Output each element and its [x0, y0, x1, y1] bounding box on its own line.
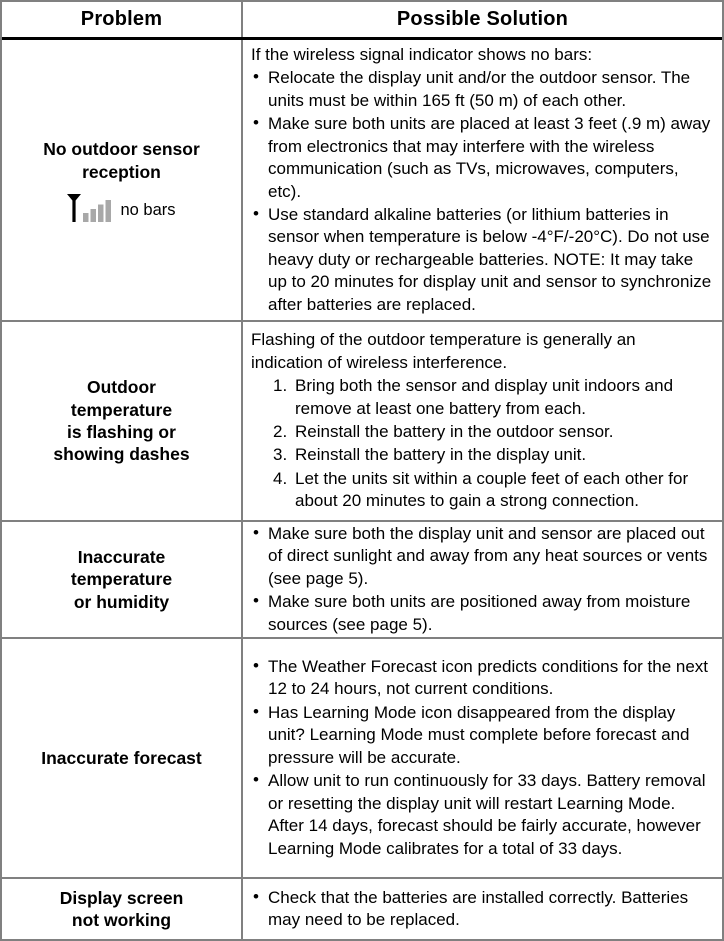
- step-text: Bring both the sensor and display unit indoors and remove at least one battery from each.: [295, 376, 674, 418]
- problem-cell-display-screen-not-working: [2, 879, 243, 939]
- solution-cell-inaccurate-forecast: [243, 639, 722, 877]
- list-item: • Has Learning Mode icon disappeared from the display unit? Learning Mode must complete before forecast and pressure will be accurate.: [251, 702, 712, 769]
- problem-label-line: Inaccurate forecast: [41, 747, 202, 768]
- problem-cell-outdoor-temperature-flashing: [2, 322, 243, 520]
- step-text: Reinstall the battery in the display unit.: [295, 445, 587, 465]
- list-item: • Make sure both units are positioned away from moisture sources (see page 5).: [251, 591, 712, 636]
- problem-label: [60, 887, 184, 932]
- problem-label: [41, 747, 202, 769]
- list-item: [273, 468, 712, 513]
- header-label-solution: Possible Solution: [396, 8, 569, 30]
- list-item: [273, 375, 712, 420]
- problem-label-line: temperature: [70, 569, 173, 590]
- solution-bullet-list: [251, 523, 712, 637]
- solution-bullet-list: [251, 887, 712, 933]
- list-item: • Check that the batteries are installed correctly. Batteries may need to be replaced.: [251, 887, 712, 932]
- list-item: • Make sure both units are placed at least 3 feet (.9 m) away from electronics that may interfere with the wireless communication (such as TVs, microwaves, computers, etc).: [251, 113, 712, 203]
- list-item: • Allow unit to run continuously for 33 days. Battery removal or resetting the display unit will restart Learning Mode. After 14 days, forecast should be fairly accurate, however Learning Mode calibrates for a total of 33 days.: [251, 770, 712, 860]
- step-text: Let the units sit within a couple feet of each other for about 20 minutes to gain a strong connection.: [295, 468, 689, 511]
- list-item: • Make sure both the display unit and sensor are placed out of direct sunlight and away from any heat sources or vents (see page 5).: [251, 523, 712, 590]
- solution-step-list: [273, 375, 712, 514]
- problem-label-line: reception: [82, 161, 161, 182]
- problem-label-line: showing dashes: [53, 444, 190, 465]
- solution-bullet-list: [251, 656, 712, 861]
- problem-label-line: is flashing or: [67, 422, 176, 442]
- problem-label-line: Inaccurate: [77, 546, 166, 567]
- solution-cell-no-outdoor-sensor-reception: [243, 40, 722, 320]
- problem-label-line: temperature: [70, 399, 173, 420]
- table-row: [2, 879, 722, 939]
- problem-label: [71, 546, 172, 613]
- problem-label-line: or humidity: [73, 591, 170, 612]
- problem-label-line: No outdoor sensor: [43, 139, 200, 160]
- table-row: [2, 522, 722, 639]
- header-cell-solution: [243, 2, 722, 37]
- solution-cell-inaccurate-temperature-humidity: [243, 522, 722, 637]
- problem-label: [53, 376, 189, 466]
- header-label-problem: Problem: [80, 8, 163, 30]
- step-text: Reinstall the battery in the outdoor sensor.: [295, 422, 614, 441]
- step-number: 1.: [273, 376, 288, 396]
- list-item: • Relocate the display unit and/or the outdoor sensor. The units must be within 165 ft (50 m) of each other.: [251, 67, 712, 112]
- list-item: • Use standard alkaline batteries (or lithium batteries in sensor when temperature is below -4°F/-20°C). Do not use heavy duty or rechargeable batteries. NOTE: It may take up to 20 minutes for display unit and sensor to synchronize after batteries are replaced.: [251, 204, 712, 316]
- solution-cell-display-screen-not-working: [243, 879, 722, 939]
- solution-bullet-list: [251, 67, 712, 317]
- solution-intro-text: If the wireless signal indicator shows no bars:: [251, 44, 593, 64]
- solution-intro-text: Flashing of the outdoor temperature is generally an indication of wireless interference.: [251, 330, 636, 372]
- signal-indicator-group: [67, 194, 175, 222]
- problem-cell-inaccurate-forecast: [2, 639, 243, 877]
- step-number: 3.: [273, 445, 288, 465]
- table-row: [2, 322, 722, 522]
- signal-strength-no-bars-icon: [67, 194, 113, 222]
- table-header-row: [2, 2, 722, 40]
- problem-label: [43, 138, 200, 183]
- step-number: 4.: [273, 468, 288, 488]
- table-row: [2, 40, 722, 322]
- problem-label-line: Display screen: [59, 887, 184, 908]
- problem-label-line: not working: [71, 910, 172, 930]
- table-row: [2, 639, 722, 879]
- list-item: [273, 444, 712, 466]
- problem-cell-inaccurate-temperature-humidity: [2, 522, 243, 637]
- problem-label-line: Outdoor: [86, 377, 156, 398]
- header-cell-problem: [2, 2, 243, 37]
- signal-icon-label: no bars: [120, 201, 176, 220]
- list-item: • The Weather Forecast icon predicts conditions for the next 12 to 24 hours, not current conditions.: [251, 656, 712, 701]
- problem-cell-no-outdoor-sensor-reception: [2, 40, 243, 320]
- step-number: 2.: [273, 422, 288, 441]
- list-item: [273, 421, 712, 443]
- solution-cell-outdoor-temperature-flashing: [243, 322, 722, 520]
